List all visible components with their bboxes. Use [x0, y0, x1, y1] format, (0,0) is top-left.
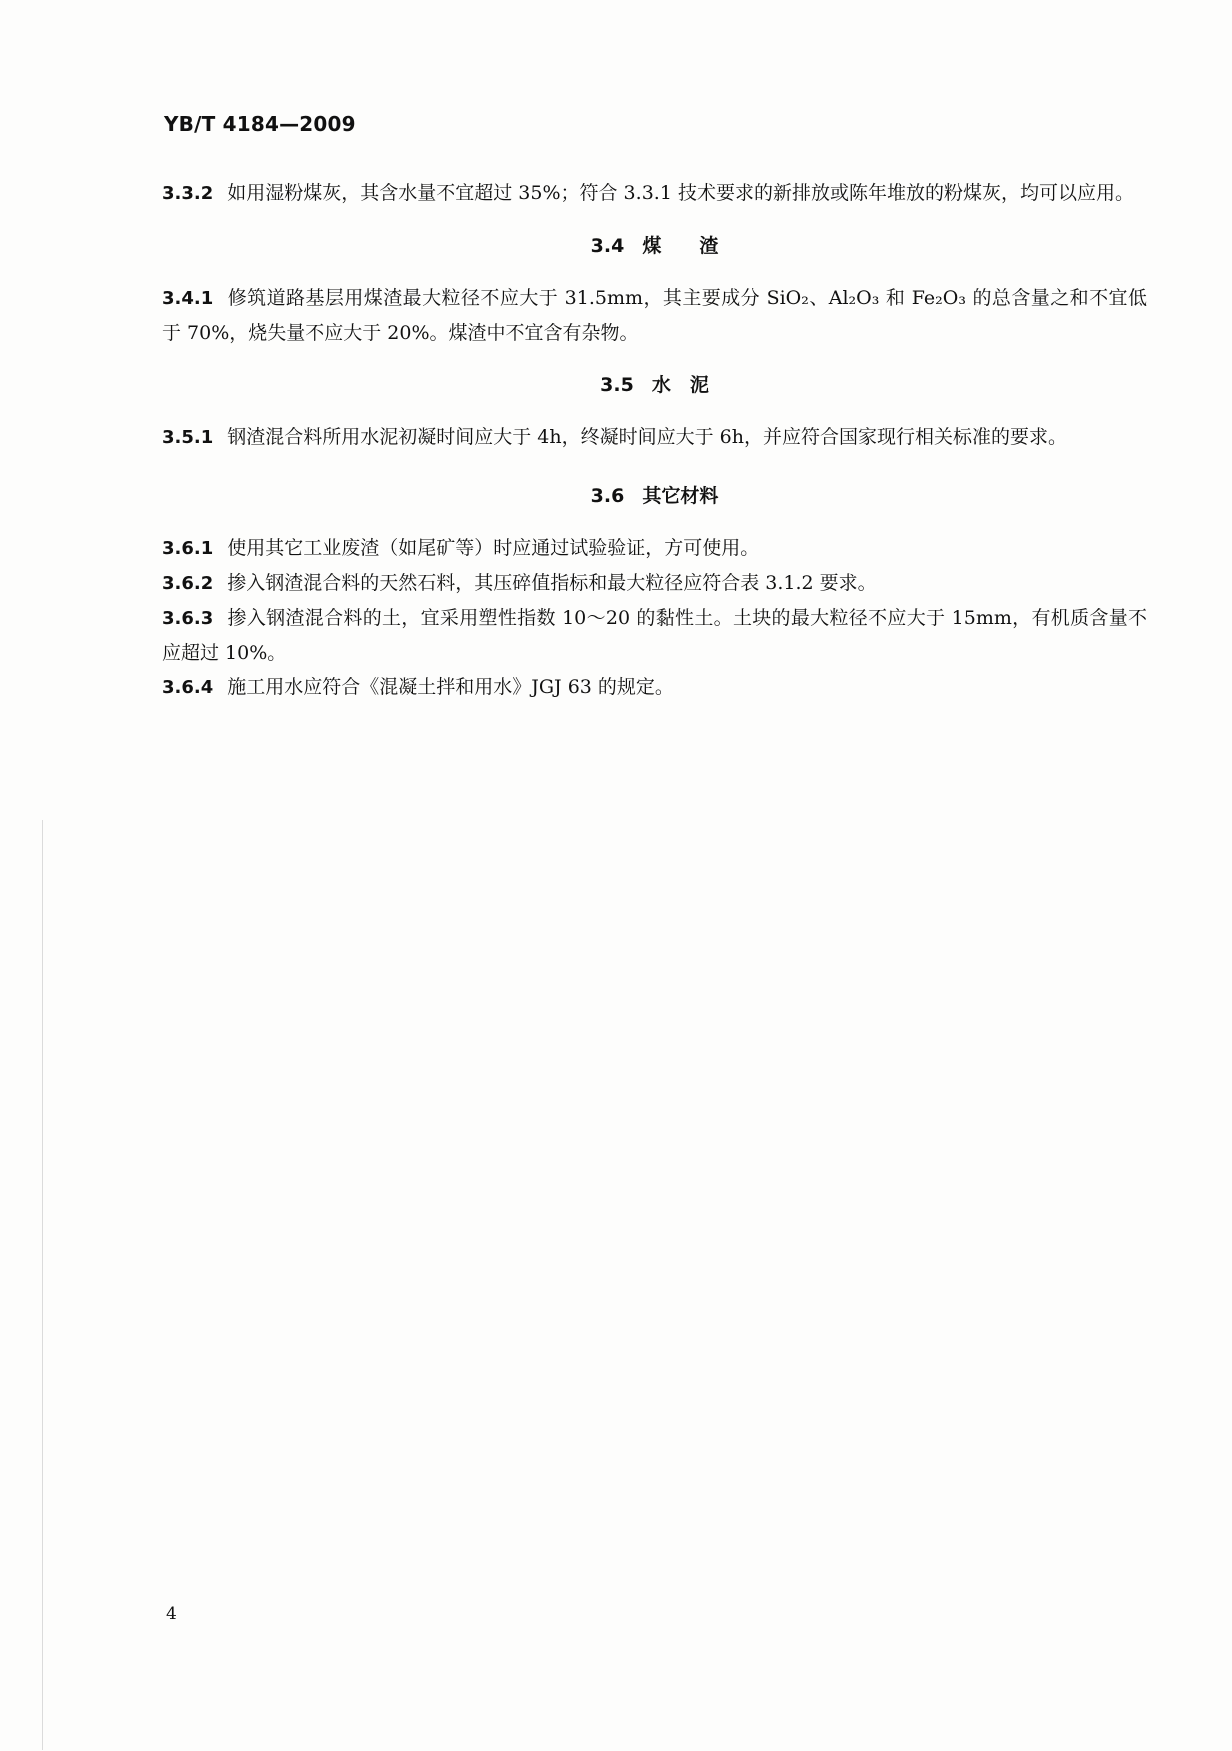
- clause-number: 3.6.4: [162, 677, 214, 698]
- clause-number: 3.6.2: [162, 573, 214, 594]
- section-heading-3-5: [162, 368, 1147, 402]
- clause-3-6-2: [162, 566, 1147, 601]
- clause-3-3-2: [162, 176, 1147, 211]
- section-number: 3.6: [590, 485, 625, 507]
- clause-number: 3.3.2: [162, 183, 214, 204]
- page-number: 4: [166, 1604, 177, 1624]
- clause-number: 3.4.1: [162, 288, 214, 309]
- clause-text: 使用其它工业废渣（如尾矿等）时应通过试验验证，方可使用。: [227, 537, 760, 559]
- clause-number: 3.6.3: [162, 608, 214, 629]
- document-body: [162, 176, 1147, 705]
- clause-text: 掺入钢渣混合料的天然石料，其压碎值指标和最大粒径应符合表 3.1.2 要求。: [227, 572, 877, 594]
- clause-text: 钢渣混合料所用水泥初凝时间应大于 4h，终凝时间应大于 6h，并应符合国家现行相关标准的要求。: [227, 426, 1067, 448]
- clause-3-6-4: [162, 670, 1147, 705]
- clause-3-6-1: [162, 531, 1147, 566]
- clause-text: 施工用水应符合《混凝土拌和用水》JGJ 63 的规定。: [227, 676, 674, 698]
- clause-3-4-1: [162, 281, 1147, 350]
- clause-number: 3.5.1: [162, 427, 214, 448]
- clause-number: 3.6.1: [162, 538, 214, 559]
- clause-text: 如用湿粉煤灰，其含水量不宜超过 35%；符合 3.3.1 技术要求的新排放或陈年堆放的粉煤灰，均可以应用。: [227, 182, 1134, 204]
- clause-3-6-3: [162, 601, 1147, 670]
- section-heading-3-6: [162, 479, 1147, 513]
- section-number: 3.5: [600, 374, 634, 396]
- clause-3-5-1: [162, 420, 1147, 455]
- clause-text: 掺入钢渣混合料的土，宜采用塑性指数 10～20 的黏性土。土块的最大粒径不应大于 15mm，有机质含量不应超过 10%。: [162, 607, 1147, 664]
- section-heading-3-4: [162, 229, 1147, 263]
- section-title: 煤 渣: [642, 235, 719, 257]
- section-title: 水 泥: [651, 374, 709, 396]
- standard-code-header: YB/T 4184—2009: [164, 112, 356, 136]
- section-number: 3.4: [590, 235, 625, 257]
- section-title: 其它材料: [642, 485, 719, 507]
- scan-artifact-line: [42, 820, 43, 1750]
- clause-text: 修筑道路基层用煤渣最大粒径不应大于 31.5mm，其主要成分 SiO₂、Al₂O₃ 和 Fe₂O₃ 的总含量之和不宜低于 70%，烧失量不应大于 20%。煤渣中不宜含有杂物。: [162, 287, 1147, 344]
